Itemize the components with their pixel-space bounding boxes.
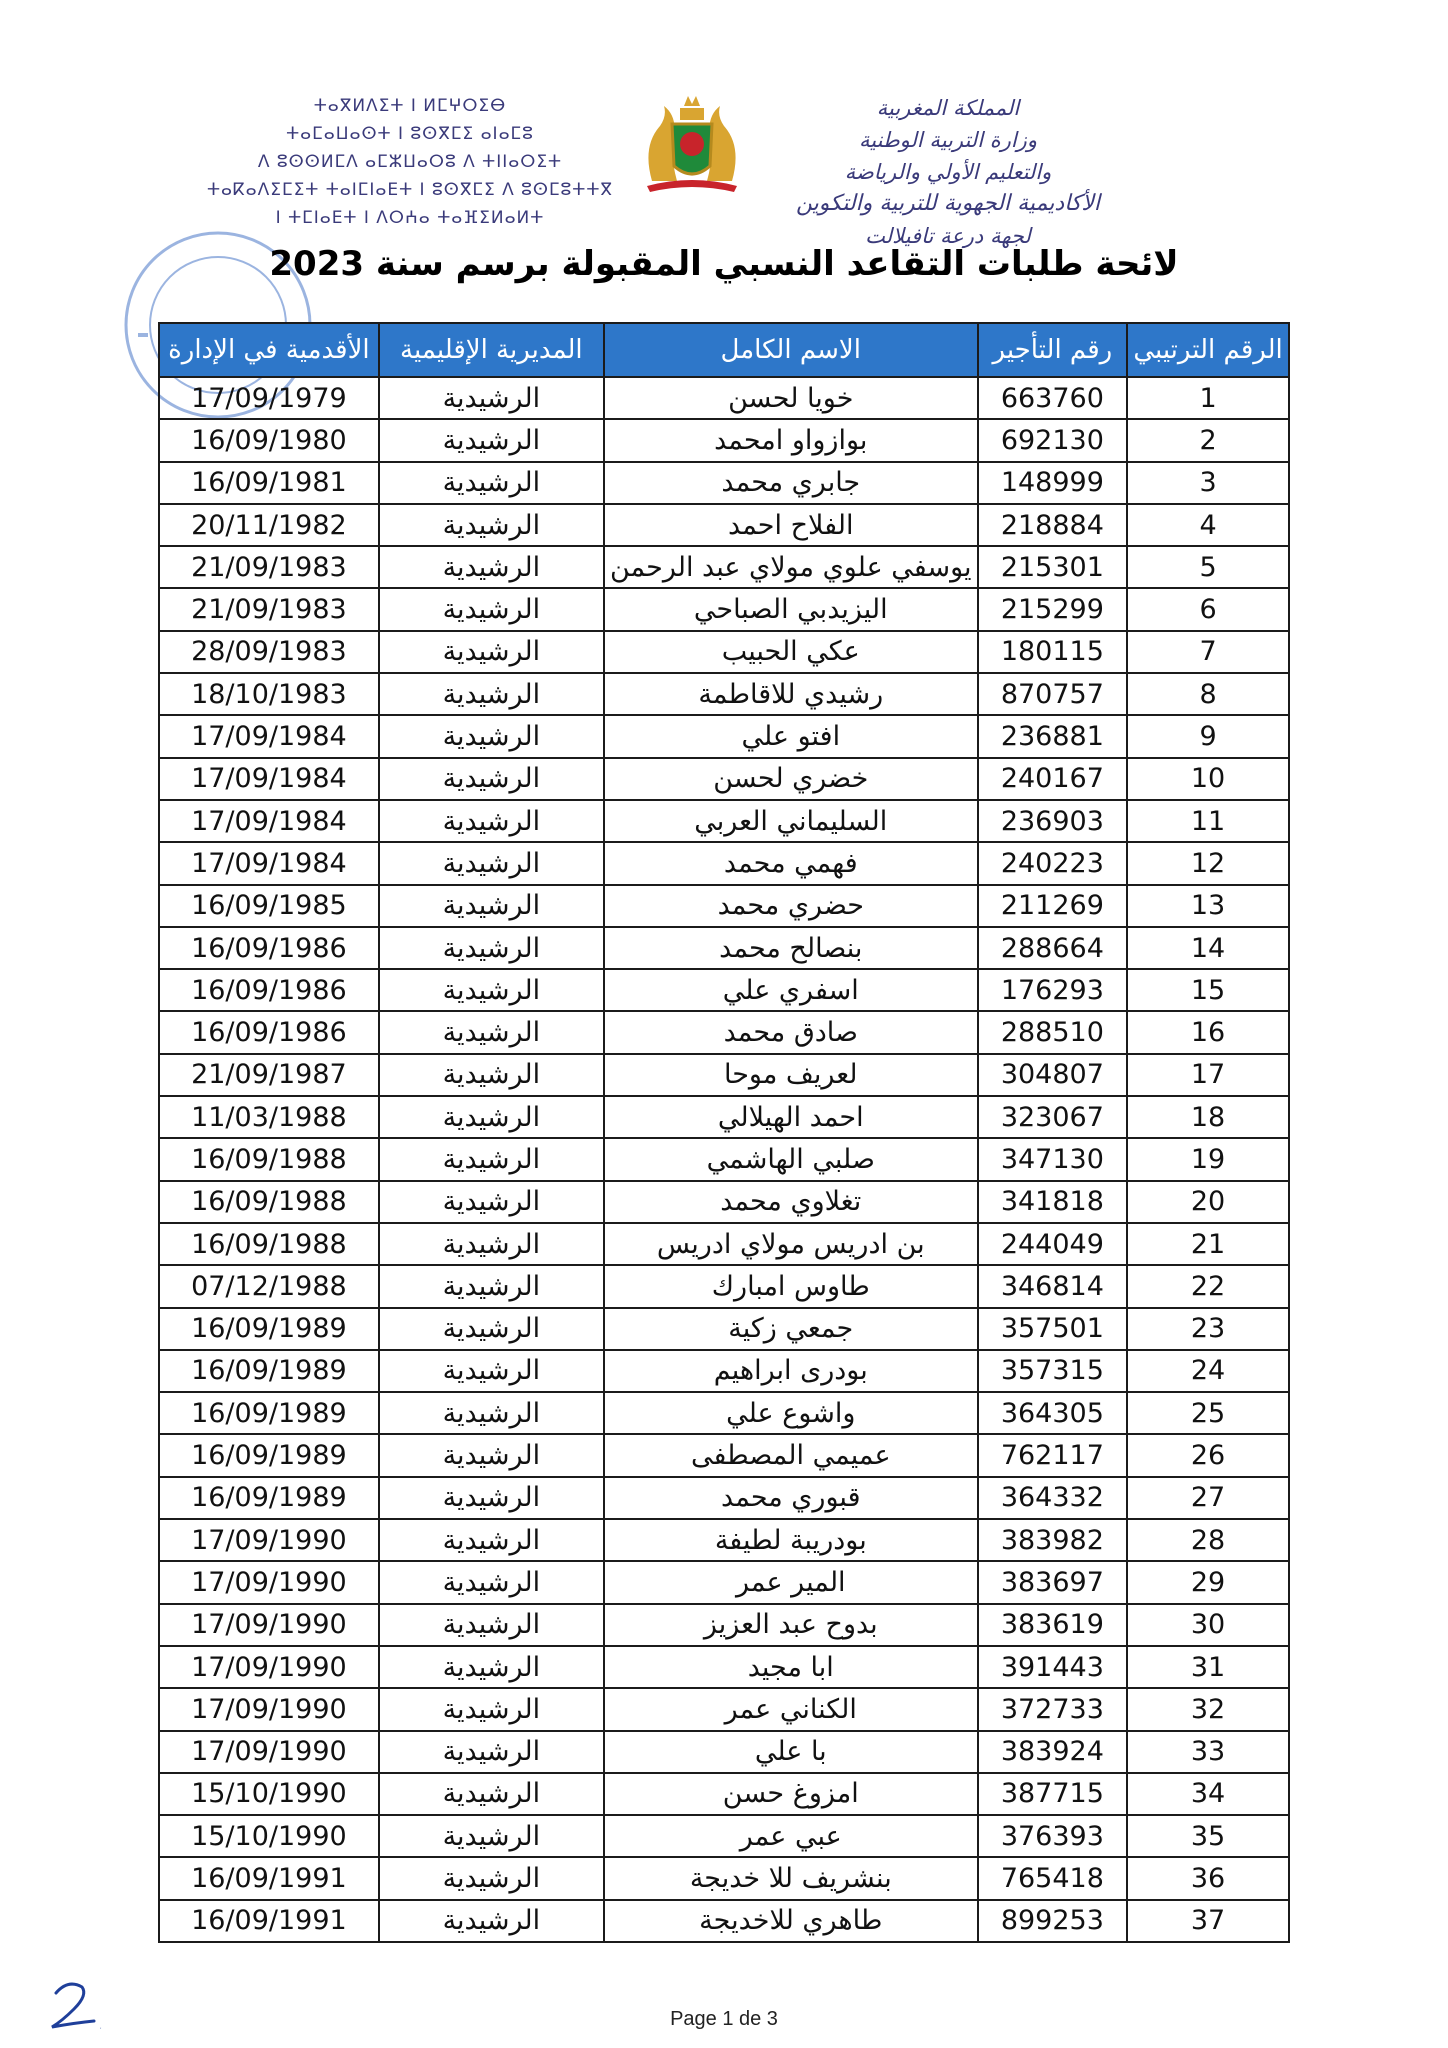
cell-directorate: الرشيدية [379, 1773, 604, 1815]
cell-directorate: الرشيدية [379, 504, 604, 546]
table-row [159, 1519, 1289, 1561]
cell-payroll: 176293 [978, 969, 1127, 1011]
table-row [159, 546, 1289, 588]
cell-seniority-date: 16/09/1988 [159, 1138, 379, 1180]
cell-payroll: 304807 [978, 1054, 1127, 1096]
table-row [159, 1096, 1289, 1138]
cell-payroll: 323067 [978, 1096, 1127, 1138]
cell-payroll: 148999 [978, 462, 1127, 504]
cell-seniority-date: 16/09/1989 [159, 1434, 379, 1476]
cell-seniority-date: 20/11/1982 [159, 504, 379, 546]
cell-directorate: الرشيدية [379, 1477, 604, 1519]
cell-full-name: يوسفي علوي مولاي عبد الرحمن [604, 546, 978, 588]
cell-full-name: طاهري للاخديجة [604, 1900, 978, 1942]
cell-directorate: الرشيدية [379, 1181, 604, 1223]
cell-payroll: 376393 [978, 1815, 1127, 1857]
letterhead-tifinagh [195, 92, 625, 232]
cell-seniority-date: 16/09/1991 [159, 1857, 379, 1899]
table-row [159, 1265, 1289, 1307]
cell-payroll: 387715 [978, 1773, 1127, 1815]
cell-full-name: بودرى ابراهيم [604, 1350, 978, 1392]
retirement-list-table [158, 322, 1290, 1943]
cell-seniority-date: 16/09/1991 [159, 1900, 379, 1942]
cell-full-name: صلبي الهاشمي [604, 1138, 978, 1180]
table-row [159, 969, 1289, 1011]
cell-number: 3 [1127, 462, 1289, 504]
cell-directorate: الرشيدية [379, 1223, 604, 1265]
cell-directorate: الرشيدية [379, 1519, 604, 1561]
cell-payroll: 383619 [978, 1604, 1127, 1646]
cell-payroll: 347130 [978, 1138, 1127, 1180]
cell-number: 14 [1127, 927, 1289, 969]
cell-number: 4 [1127, 504, 1289, 546]
cell-full-name: المير عمر [604, 1561, 978, 1603]
cell-payroll: 357315 [978, 1350, 1127, 1392]
cell-number: 10 [1127, 758, 1289, 800]
table-row [159, 1308, 1289, 1350]
cell-directorate: الرشيدية [379, 1604, 604, 1646]
cell-number: 37 [1127, 1900, 1289, 1942]
cell-full-name: رشيدي للاقاطمة [604, 673, 978, 715]
cell-seniority-date: 21/09/1987 [159, 1054, 379, 1096]
cell-directorate: الرشيدية [379, 800, 604, 842]
cell-directorate: الرشيدية [379, 1392, 604, 1434]
letterhead-line: وزارة التربية الوطنية [859, 128, 1037, 152]
cell-seniority-date: 17/09/1984 [159, 758, 379, 800]
letterhead-line: الأكاديمية الجهوية للتربية والتكوين [795, 191, 1101, 216]
cell-number: 20 [1127, 1181, 1289, 1223]
cell-full-name: جابري محمد [604, 462, 978, 504]
cell-seniority-date: 18/10/1983 [159, 673, 379, 715]
table-row [159, 673, 1289, 715]
table-row [159, 1223, 1289, 1265]
cell-full-name: صادق محمد [604, 1011, 978, 1053]
cell-payroll: 341818 [978, 1181, 1127, 1223]
cell-seniority-date: 17/09/1990 [159, 1731, 379, 1773]
cell-number: 12 [1127, 842, 1289, 884]
cell-seniority-date: 11/03/1988 [159, 1096, 379, 1138]
cell-payroll: 663760 [978, 377, 1127, 419]
cell-number: 35 [1127, 1815, 1289, 1857]
letterhead-line: ⵜⴰⴳⵍⴷⵉⵜ ⵏ ⵍⵎⵖⵔⵉⴱ [313, 96, 507, 116]
table-row [159, 1561, 1289, 1603]
cell-number: 29 [1127, 1561, 1289, 1603]
column-header-directorate: المديرية الإقليمية [379, 323, 604, 377]
cell-directorate: الرشيدية [379, 969, 604, 1011]
cell-payroll: 215301 [978, 546, 1127, 588]
cell-directorate: الرشيدية [379, 673, 604, 715]
cell-payroll: 215299 [978, 588, 1127, 630]
cell-full-name: واشوع علي [604, 1392, 978, 1434]
cell-full-name: اليزيدبي الصباحي [604, 588, 978, 630]
cell-seniority-date: 21/09/1983 [159, 588, 379, 630]
cell-payroll: 383982 [978, 1519, 1127, 1561]
cell-number: 5 [1127, 546, 1289, 588]
cell-directorate: الرشيدية [379, 1054, 604, 1096]
cell-full-name: با علي [604, 1731, 978, 1773]
cell-seniority-date: 16/09/1989 [159, 1308, 379, 1350]
cell-payroll: 180115 [978, 631, 1127, 673]
cell-full-name: جمعي زكية [604, 1308, 978, 1350]
cell-payroll: 236903 [978, 800, 1127, 842]
cell-payroll: 288664 [978, 927, 1127, 969]
cell-seniority-date: 16/09/1980 [159, 419, 379, 461]
cell-directorate: الرشيدية [379, 462, 604, 504]
cell-full-name: بدوح عبد العزيز [604, 1604, 978, 1646]
cell-seniority-date: 17/09/1984 [159, 842, 379, 884]
cell-seniority-date: 17/09/1990 [159, 1688, 379, 1730]
table-row [159, 504, 1289, 546]
cell-seniority-date: 17/09/1990 [159, 1604, 379, 1646]
cell-seniority-date: 16/09/1985 [159, 885, 379, 927]
column-header-seniority: الأقدمية في الإدارة [159, 323, 379, 377]
table-row [159, 1138, 1289, 1180]
table-row [159, 800, 1289, 842]
cell-number: 25 [1127, 1392, 1289, 1434]
cell-full-name: ابا مجيد [604, 1646, 978, 1688]
cell-seniority-date: 16/09/1989 [159, 1477, 379, 1519]
cell-number: 36 [1127, 1857, 1289, 1899]
cell-number: 7 [1127, 631, 1289, 673]
cell-directorate: الرشيدية [379, 1900, 604, 1942]
table-row [159, 1773, 1289, 1815]
cell-directorate: الرشيدية [379, 1308, 604, 1350]
table-row [159, 842, 1289, 884]
page-title: لائحة طلبات التقاعد النسبي المقبولة برسم سنة 2023 [269, 244, 1179, 284]
cell-seniority-date: 17/09/1990 [159, 1646, 379, 1688]
letterhead-line: ⵜⴰⴽⴰⴷⵉⵎⵉⵜ ⵜⴰⵏⵎⵏⴰⴹⵜ ⵏ ⵓⵙⴳⵎⵉ ⴷ ⵓⵙⵎⵓⵜⵜⴳ [206, 180, 614, 200]
annotation-text: 2 [100, 2028, 102, 2030]
table-row [159, 1054, 1289, 1096]
cell-payroll: 346814 [978, 1265, 1127, 1307]
cell-full-name: لعريف موحا [604, 1054, 978, 1096]
cell-directorate: الرشيدية [379, 885, 604, 927]
table-row [159, 1815, 1289, 1857]
cell-seniority-date: 16/09/1988 [159, 1223, 379, 1265]
letterhead-line: ⵏ ⵜⵎⵏⴰⴹⵜ ⵏ ⴷⵔⵄⴰ ⵜⴰⴼⵉⵍⴰⵍⵜ [275, 208, 545, 228]
letterhead-line: ⴷ ⵓⵙⵙⵍⵎⴷ ⴰⵎⵣⵡⴰⵔⵓ ⴷ ⵜⵏⵏⴰⵔⵉⵜ [257, 152, 563, 172]
cell-number: 33 [1127, 1731, 1289, 1773]
letterhead-line: ⵜⴰⵎⴰⵡⴰⵙⵜ ⵏ ⵓⵙⴳⵎⵉ ⴰⵏⴰⵎⵓ [286, 124, 534, 144]
cell-directorate: الرشيدية [379, 1688, 604, 1730]
cell-number: 27 [1127, 1477, 1289, 1519]
cell-directorate: الرشيدية [379, 1138, 604, 1180]
cell-payroll: 357501 [978, 1308, 1127, 1350]
cell-number: 24 [1127, 1350, 1289, 1392]
cell-payroll: 240167 [978, 758, 1127, 800]
cell-payroll: 383697 [978, 1561, 1127, 1603]
table-row [159, 1350, 1289, 1392]
cell-payroll: 870757 [978, 673, 1127, 715]
cell-seniority-date: 16/09/1989 [159, 1392, 379, 1434]
cell-full-name: الفلاح احمد [604, 504, 978, 546]
cell-number: 23 [1127, 1308, 1289, 1350]
cell-number: 34 [1127, 1773, 1289, 1815]
cell-payroll: 391443 [978, 1646, 1127, 1688]
cell-directorate: الرشيدية [379, 1011, 604, 1053]
column-header-name: الاسم الكامل [604, 323, 978, 377]
cell-full-name: السليماني العربي [604, 800, 978, 842]
cell-payroll: 383924 [978, 1731, 1127, 1773]
table-row [159, 1688, 1289, 1730]
cell-payroll: 364332 [978, 1477, 1127, 1519]
cell-payroll: 218884 [978, 504, 1127, 546]
cell-seniority-date: 17/09/1979 [159, 377, 379, 419]
cell-full-name: عبي عمر [604, 1815, 978, 1857]
cell-number: 30 [1127, 1604, 1289, 1646]
cell-number: 6 [1127, 588, 1289, 630]
cell-payroll: 211269 [978, 885, 1127, 927]
cell-full-name: تغلاوي محمد [604, 1181, 978, 1223]
cell-full-name: افتو علي [604, 715, 978, 757]
cell-number: 1 [1127, 377, 1289, 419]
cell-full-name: اسفري علي [604, 969, 978, 1011]
cell-full-name: الكناني عمر [604, 1688, 978, 1730]
cell-seniority-date: 16/09/1981 [159, 462, 379, 504]
cell-payroll: 244049 [978, 1223, 1127, 1265]
cell-full-name: بودريبة لطيفة [604, 1519, 978, 1561]
cell-directorate: الرشيدية [379, 842, 604, 884]
coat-of-arms-icon [622, 86, 762, 196]
letterhead-line: والتعليم الأولي والرياضة [844, 160, 1052, 184]
cell-seniority-date: 16/09/1989 [159, 1350, 379, 1392]
cell-full-name: احمد الهيلالي [604, 1096, 978, 1138]
cell-seniority-date: 17/09/1984 [159, 715, 379, 757]
table-row [159, 1857, 1289, 1899]
cell-number: 22 [1127, 1265, 1289, 1307]
cell-directorate: الرشيدية [379, 1265, 604, 1307]
cell-directorate: الرشيدية [379, 715, 604, 757]
cell-seniority-date: 16/09/1986 [159, 1011, 379, 1053]
table-row [159, 1434, 1289, 1476]
cell-seniority-date: 16/09/1986 [159, 927, 379, 969]
cell-payroll: 240223 [978, 842, 1127, 884]
table-row [159, 1646, 1289, 1688]
table-row [159, 1011, 1289, 1053]
cell-directorate: الرشيدية [379, 1561, 604, 1603]
cell-directorate: الرشيدية [379, 1731, 604, 1773]
cell-number: 13 [1127, 885, 1289, 927]
cell-directorate: الرشيدية [379, 1350, 604, 1392]
cell-payroll: 762117 [978, 1434, 1127, 1476]
cell-seniority-date: 17/09/1984 [159, 800, 379, 842]
cell-directorate: الرشيدية [379, 631, 604, 673]
cell-directorate: الرشيدية [379, 1857, 604, 1899]
cell-payroll: 372733 [978, 1688, 1127, 1730]
table-row [159, 885, 1289, 927]
cell-directorate: الرشيدية [379, 927, 604, 969]
cell-directorate: الرشيدية [379, 1096, 604, 1138]
cell-full-name: بوازواو امحمد [604, 419, 978, 461]
cell-directorate: الرشيدية [379, 419, 604, 461]
cell-number: 9 [1127, 715, 1289, 757]
cell-number: 26 [1127, 1434, 1289, 1476]
table-row [159, 1181, 1289, 1223]
table-row [159, 1731, 1289, 1773]
page-number: Page 1 de 3 [670, 2008, 778, 2030]
cell-number: 31 [1127, 1646, 1289, 1688]
cell-seniority-date: 16/09/1988 [159, 1181, 379, 1223]
cell-directorate: الرشيدية [379, 1434, 604, 1476]
cell-full-name: امزوغ حسن [604, 1773, 978, 1815]
cell-seniority-date: 21/09/1983 [159, 546, 379, 588]
cell-seniority-date: 07/12/1988 [159, 1265, 379, 1307]
cell-payroll: 288510 [978, 1011, 1127, 1053]
table-row [159, 1477, 1289, 1519]
cell-full-name: بنصالح محمد [604, 927, 978, 969]
cell-number: 17 [1127, 1054, 1289, 1096]
cell-full-name: بن ادريس مولاي ادريس [604, 1223, 978, 1265]
cell-full-name: بنشريف للا خديجة [604, 1857, 978, 1899]
cell-directorate: الرشيدية [379, 1646, 604, 1688]
cell-full-name: عميمي المصطفى [604, 1434, 978, 1476]
table-row [159, 631, 1289, 673]
cell-full-name: قبوري محمد [604, 1477, 978, 1519]
cell-payroll: 692130 [978, 419, 1127, 461]
cell-directorate: الرشيدية [379, 546, 604, 588]
cell-full-name: خضري لحسن [604, 758, 978, 800]
cell-full-name: حضري محمد [604, 885, 978, 927]
cell-full-name: طاوس امبارك [604, 1265, 978, 1307]
cell-payroll: 899253 [978, 1900, 1127, 1942]
cell-number: 32 [1127, 1688, 1289, 1730]
table-row [159, 715, 1289, 757]
cell-number: 15 [1127, 969, 1289, 1011]
cell-payroll: 765418 [978, 1857, 1127, 1899]
letterhead-line: المملكة المغربية [876, 96, 1020, 120]
cell-seniority-date: 28/09/1983 [159, 631, 379, 673]
cell-full-name: فهمي محمد [604, 842, 978, 884]
cell-number: 8 [1127, 673, 1289, 715]
cell-number: 2 [1127, 419, 1289, 461]
cell-number: 16 [1127, 1011, 1289, 1053]
cell-number: 11 [1127, 800, 1289, 842]
table-row [159, 758, 1289, 800]
table-row [159, 462, 1289, 504]
cell-full-name: خويا لحسن [604, 377, 978, 419]
cell-seniority-date: 17/09/1990 [159, 1519, 379, 1561]
cell-seniority-date: 15/10/1990 [159, 1773, 379, 1815]
cell-seniority-date: 16/09/1986 [159, 969, 379, 1011]
cell-directorate: الرشيدية [379, 758, 604, 800]
table-row [159, 927, 1289, 969]
cell-full-name: عكي الحبيب [604, 631, 978, 673]
cell-number: 28 [1127, 1519, 1289, 1561]
cell-number: 18 [1127, 1096, 1289, 1138]
table-row [159, 588, 1289, 630]
table-row [159, 1900, 1289, 1942]
cell-directorate: الرشيدية [379, 377, 604, 419]
letterhead-line: لجهة درعة تافيلالت [865, 224, 1031, 248]
cell-directorate: الرشيدية [379, 588, 604, 630]
column-header-number: الرقم الترتيبي [1127, 323, 1289, 377]
table-row [159, 1604, 1289, 1646]
cell-seniority-date: 15/10/1990 [159, 1815, 379, 1857]
column-header-payroll: رقم التأجير [978, 323, 1127, 377]
table-row [159, 1392, 1289, 1434]
letterhead-arabic [738, 92, 1158, 252]
cell-number: 21 [1127, 1223, 1289, 1265]
table-row [159, 377, 1289, 419]
table-header-row [159, 323, 1289, 377]
table-row [159, 419, 1289, 461]
cell-number: 19 [1127, 1138, 1289, 1180]
cell-directorate: الرشيدية [379, 1815, 604, 1857]
cell-payroll: 364305 [978, 1392, 1127, 1434]
cell-seniority-date: 17/09/1990 [159, 1561, 379, 1603]
cell-payroll: 236881 [978, 715, 1127, 757]
